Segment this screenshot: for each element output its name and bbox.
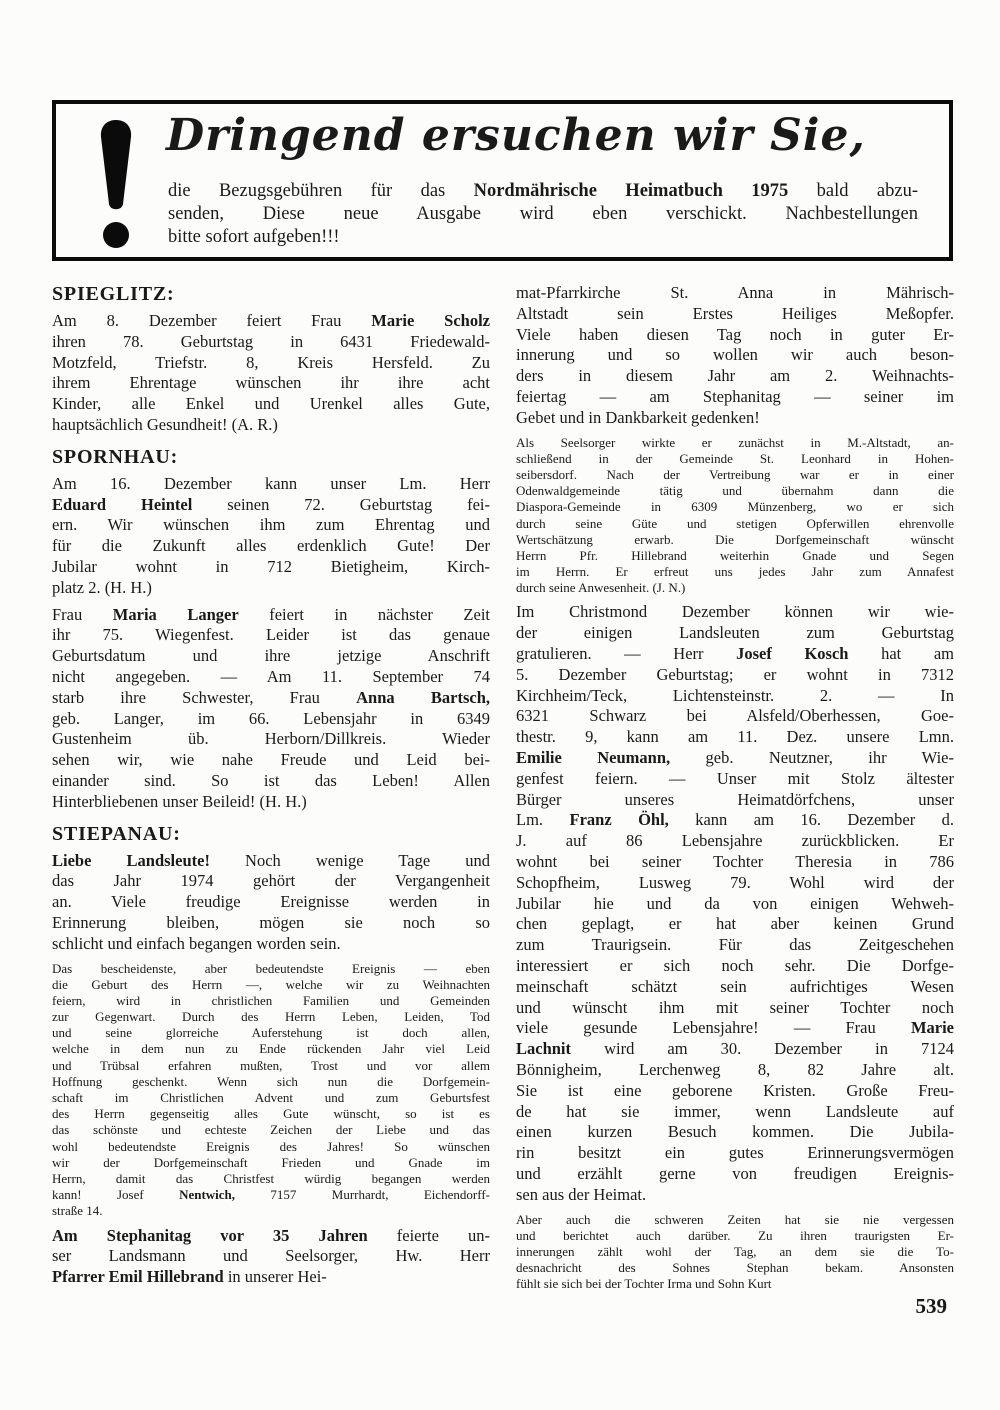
text-line: welche in dem nun zu Ende rückenden Jahr viel Leid [52, 1041, 490, 1057]
text-line: Am 16. Dezember kann unser Lm. Herr [52, 473, 490, 493]
text-line: interessiert er sich noch sehr. Die Dorfge- [516, 956, 954, 975]
paragraph-stiepanau-3 [52, 1226, 490, 1288]
text-line: ihrem Ehrentage wünschen ihr ihre acht [52, 373, 490, 393]
text-line: de hat sie immer, wenn Landsleute auf [516, 1101, 954, 1121]
text-line: und wünscht ihm mit seiner Tochter noch [516, 997, 954, 1017]
text-line: Schopfheim, Lusweg 79. Wohl wird der [516, 872, 954, 892]
text-line: bitte sofort aufgeben!!! [168, 227, 340, 247]
text-line: Herrn, damit das Christfest würdig begangen werden [52, 1170, 490, 1186]
text-line: senden, Diese neue Ausgabe wird eben verschickt. Nachbestellungen [168, 204, 918, 224]
text-columns [52, 283, 955, 1299]
text-line: und berichtet auch darüber. Zu ihren traurigsten Er- [516, 1227, 954, 1243]
text-line: innerungen zählt wohl der Tag, an dem sie die To- [516, 1243, 954, 1259]
text-line: Sie ist eine geborene Kristen. Große Freu- [516, 1080, 954, 1100]
text-line: rin besitzt ein gutes Erinnerungsvermögen [516, 1143, 954, 1163]
text-line: die Geburt des Herrn —, welche wir zu Weihnachten [52, 976, 490, 992]
paragraph-spornhau-2 [52, 605, 490, 813]
text-line: Bürger unseres Heimatdörfchens, unser [516, 789, 954, 809]
text-line: Diaspora-Gemeinde in 6309 Münzenberg, wo er sich [516, 499, 954, 515]
text-line: Bönnigheim, Lerchenweg 8, 82 Jahre alt. [516, 1059, 954, 1079]
text-line: Hoffnung geschenkt. Wenn sich nun die Dorfgemein- [52, 1073, 490, 1089]
text-line: durch seine Güte und stetigen Opferwillen ehrenvolle [516, 515, 954, 531]
text-line: für die Zukunft alles erdenklich Gute! Der [52, 536, 490, 556]
text-line: Lachnit wird am 30. Dezember in 7124 [516, 1039, 954, 1059]
text-line: hauptsächlich Gesundheit! (A. R.) [52, 414, 278, 434]
text-line: Im Christmond Dezember können wir wie- [516, 602, 954, 622]
text-line: ser Landsmann und Seelsorger, Hw. Herr [52, 1246, 490, 1266]
text-line: straße 14. [52, 1203, 103, 1219]
text-line: Frau Maria Langer feiert in nächster Zeit [52, 604, 490, 624]
left-column [52, 283, 490, 1299]
text-line: nicht angegeben. — Am 11. September 74 [52, 666, 490, 686]
text-line: zum Traurigsein. Für das Zeitgeschehen [516, 935, 954, 955]
text-line: meinschaft schätzt sein aufrichtiges Wesen [516, 976, 954, 996]
text-line: Viele haben diesen Tag noch in guter Er- [516, 324, 954, 344]
text-line: viele gesunde Lebensjahre! — Frau Marie [516, 1018, 954, 1038]
text-line: ders in diesem Jahr am 2. Weihnachts- [516, 366, 954, 386]
text-line: 5. Dezember Geburtstag; er wohnt in 7312 [516, 664, 954, 684]
text-line: genfest feiern. — Unser mit Stolz ältester [516, 768, 954, 788]
text-line: Odenwaldgemeinde tätig und übernahm dann die [516, 483, 954, 499]
notice-body [168, 180, 918, 249]
paragraph-spieglitz [52, 311, 490, 436]
text-line: platz 2. (H. H.) [52, 577, 152, 597]
text-line: wir der Dorfgemeinschaft Frieden und Gnade im [52, 1154, 490, 1170]
text-line: ihren 78. Geburtstag in 6431 Friedewald- [52, 331, 490, 351]
paragraph-hillebrand-continued [516, 283, 954, 429]
text-line: Das bescheidenste, aber bedeutendste Ereignis — eben [52, 960, 490, 976]
text-line: Lm. Franz Öhl, kann am 16. Dezember d. [516, 810, 954, 830]
text-line: chen geplagt, er hat aber keinen Grund [516, 914, 954, 934]
text-line: starb ihre Schwester, Frau Anna Bartsch, [52, 687, 490, 707]
text-line: die Bezugsgebühren für das Nordmährische Heimatbuch 1975 bald abzu- [168, 181, 918, 201]
paragraph-spornhau-1 [52, 474, 490, 599]
paragraph-december-birthdays [516, 602, 954, 1205]
text-line: feiern, wird in christlichen Familien und Gemeinden [52, 992, 490, 1008]
text-line: sen aus der Heimat. [516, 1184, 647, 1204]
text-line: Pfarrer Emil Hillebrand in unserer Hei- [52, 1267, 327, 1287]
exclamation-icon [96, 118, 136, 250]
notice-title: Dringend ersuchen wir Sie, [166, 110, 866, 161]
text-line: Wertschätzung erwarb. Die Dorfgemeinschaft wünscht [516, 531, 954, 547]
text-line: Kinder, alle Enkel und Urenkel alles Gute, [52, 394, 490, 414]
text-line: Motzfeld, Triefstr. 8, Kreis Hersfeld. Zu [52, 352, 490, 372]
notice-box [52, 100, 953, 261]
text-line: desnachricht des Sohnes Stephan bekam. Ansonsten [516, 1260, 954, 1276]
text-line: wohnt bei seiner Tochter Theresia in 786 [516, 852, 954, 872]
text-line: einen kurzen Besuch kommen. Die Jubila- [516, 1122, 954, 1142]
section-heading-spornhau: SPORNHAU: [52, 445, 179, 468]
text-line: schaft im Christlichen Advent und zum Geburtsfest [52, 1090, 490, 1106]
text-line: und erzählt gerne von freudigen Ereignis- [516, 1163, 954, 1183]
text-line: Gebet und in Dankbarkeit gedenken! [516, 407, 760, 427]
text-line: 6321 Schwarz bei Alsfeld/Oberhessen, Goe- [516, 706, 954, 726]
text-line: ihr 75. Wiegenfest. Leider ist das genaue [52, 625, 490, 645]
text-line: einander sind. So ist das Leben! Allen [52, 770, 490, 790]
text-line: an. Viele freudige Ereignisse werden in [52, 892, 490, 912]
text-line: Altstadt sein Erstes Heiliges Meßopfer. [516, 303, 954, 323]
text-line: Jubilar wohnt in 712 Bietigheim, Kirch- [52, 556, 490, 576]
text-line: schließend in der Gemeinde St. Leonhard in Hohen- [516, 450, 954, 466]
text-line: thestr. 9, kann am 11. Dez. unsere Lmn. [516, 727, 954, 747]
text-line: Kirchheim/Teck, Lichtensteinstr. 2. — In [516, 685, 954, 705]
text-line: J. auf 86 Lebensjahre zurückblicken. Er [516, 831, 954, 851]
text-line: schlicht und einfach begangen worden sein. [52, 933, 341, 953]
text-line: ern. Wir wünschen ihm zum Ehrentag und [52, 515, 490, 535]
text-line: Eduard Heintel seinen 72. Geburtstag fei- [52, 494, 490, 514]
text-line: des Herrn gegenseitig alles Gute wünscht, so ist es [52, 1106, 490, 1122]
text-line: Emilie Neumann, geb. Neutzner, ihr Wie- [516, 748, 954, 768]
text-line: innerung und so wollen wir auch beson- [516, 345, 954, 365]
text-line: Geburtsdatum und ihre jetzige Anschrift [52, 646, 490, 666]
text-line: Erinnerung bleiben, mögen sie noch so [52, 912, 490, 932]
text-line: fühlt sie sich bei der Tochter Irma und Sohn Kurt [516, 1276, 772, 1292]
text-line: Am 8. Dezember feiert Frau Marie Scholz [52, 311, 490, 330]
right-column [516, 283, 954, 1299]
text-line: der einigen Landsleuten zum Geburtstag [516, 623, 954, 643]
text-line: und seine glorreiche Auferstehung ist doch allen, [52, 1025, 490, 1041]
paragraph-lachnit-memories-small [516, 1212, 954, 1293]
paragraph-hillebrand-bio-small [516, 435, 954, 597]
text-line: kann! Josef Nentwich, 7157 Murrhardt, Eichendorff- [52, 1187, 490, 1203]
text-line: geb. Langer, im 66. Lebensjahr in 6349 [52, 708, 490, 728]
text-line: Als Seelsorger wirkte er zunächst in M.-Altstadt, an- [516, 434, 954, 450]
text-line: Liebe Landsleute! Noch wenige Tage und [52, 850, 490, 870]
paragraph-stiepanau-2-small [52, 961, 490, 1220]
text-line: im Herrn. Er erfreut uns jedes Jahr zum Annafest [516, 564, 954, 580]
text-line: Am Stephanitag vor 35 Jahren feierte un- [52, 1225, 490, 1245]
text-line: Aber auch die schweren Zeiten hat sie nie vergessen [516, 1211, 954, 1227]
text-line: Gustenheim üb. Herborn/Dillkreis. Wieder [52, 729, 490, 749]
text-line: wohl bedeutendste Ereignis des Jahres! So wünschen [52, 1138, 490, 1154]
text-line: das Jahr 1974 gehört der Vergangenheit [52, 871, 490, 891]
paragraph-stiepanau-1 [52, 851, 490, 955]
text-line: seibersdorf. Nach der Vertreibung war er in einer [516, 466, 954, 482]
page-number: 539 [915, 1294, 947, 1318]
text-line: das schönste und echteste Zeichen der Liebe und das [52, 1122, 490, 1138]
text-line: Hinterbliebenen unser Beileid! (H. H.) [52, 791, 307, 811]
text-line: sehen wir, wie nahe Freude und Leid bei- [52, 750, 490, 770]
text-line: Herrn Pfr. Hillebrand weiterhin Gnade und Segen [516, 547, 954, 563]
text-line: gratulieren. — Herr Josef Kosch hat am [516, 644, 954, 664]
text-line: Jubilar hie und da von einigen Wehweh- [516, 893, 954, 913]
text-line: und Trübsal erfahren mußten, Trost und vor allem [52, 1057, 490, 1073]
text-line: feiertag — am Stephanitag — seiner im [516, 386, 954, 406]
text-line: zur Gegenwart. Durch des Herrn Leben, Leiden, Tod [52, 1009, 490, 1025]
text-line: durch seine Anwesenheit. (J. N.) [516, 580, 686, 596]
text-line: mat-Pfarrkirche St. Anna in Mährisch- [516, 283, 954, 302]
section-heading-spieglitz: SPIEGLITZ: [52, 283, 175, 305]
section-heading-stiepanau: STIEPANAU: [52, 822, 181, 845]
